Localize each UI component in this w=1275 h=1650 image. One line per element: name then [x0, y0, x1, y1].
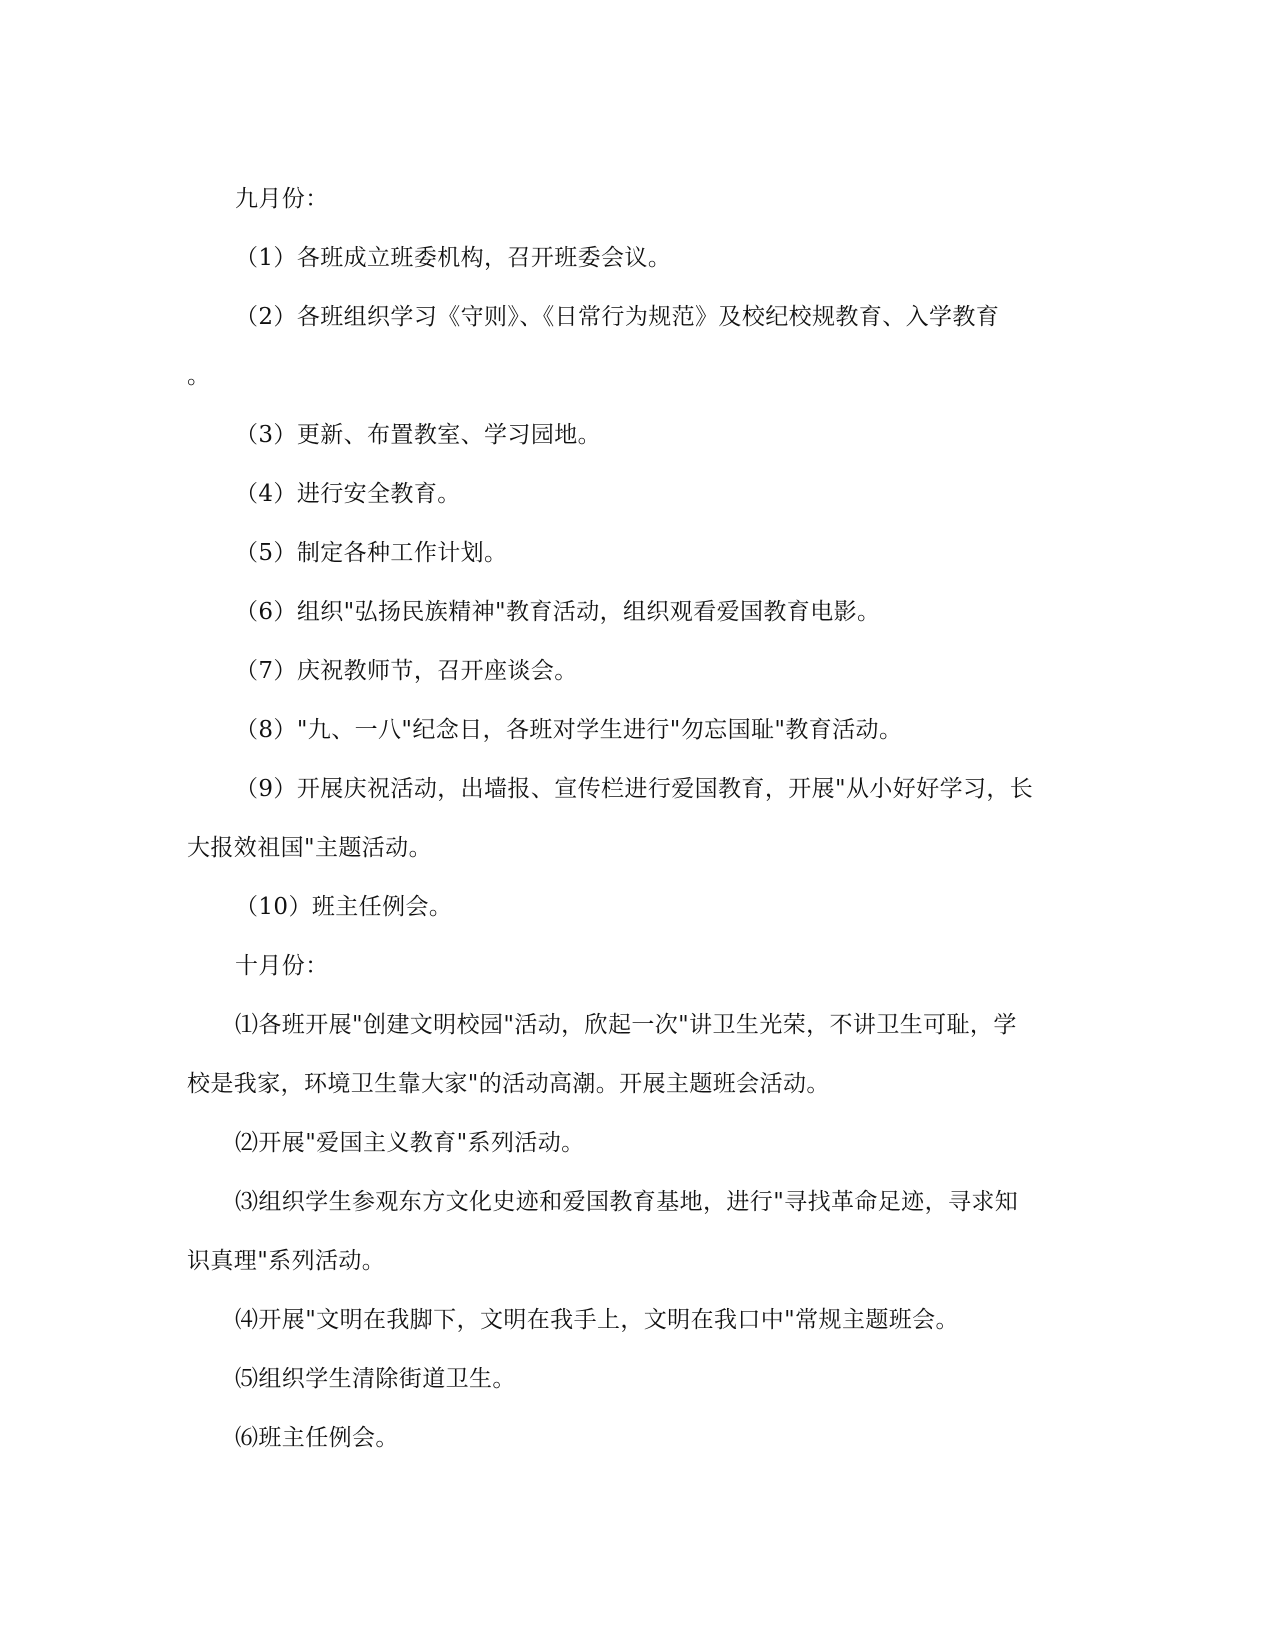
- october-item-6: ⑹班主任例会。: [235, 1425, 399, 1451]
- september-item-2-continuation: 。: [187, 363, 211, 389]
- september-item-2: （2）各班组织学习《守则》、《日常行为规范》及校纪校规教育、入学教育: [235, 304, 1000, 330]
- october-item-1-continuation: 校是我家，环境卫生靠大家"的活动高潮。开展主题班会活动。: [187, 1071, 830, 1097]
- section-heading-october: 十月份：: [235, 953, 329, 979]
- september-item-1: （1）各班成立班委机构，召开班委会议。: [235, 245, 672, 271]
- october-item-3-continuation: 识真理"系列活动。: [187, 1248, 386, 1274]
- october-item-2: ⑵开展"爱国主义教育"系列活动。: [235, 1130, 585, 1156]
- september-item-6: （6）组织"弘扬民族精神"教育活动，组织观看爱国教育电影。: [235, 599, 881, 625]
- september-item-8: （8）"九、一八"纪念日，各班对学生进行"勿忘国耻"教育活动。: [235, 717, 903, 743]
- september-item-5: （5）制定各种工作计划。: [235, 540, 508, 566]
- september-item-3: （3）更新、布置教室、学习园地。: [235, 422, 602, 448]
- october-item-1: ⑴各班开展"创建文明校园"活动，欣起一次"讲卫生光荣，不讲卫生可耻，学: [235, 1012, 1017, 1038]
- september-item-9: （9）开展庆祝活动，出墙报、宣传栏进行爱国教育，开展"从小好好学习，长: [235, 776, 1034, 802]
- section-heading-september: 九月份：: [235, 186, 329, 212]
- october-item-3: ⑶组织学生参观东方文化史迹和爱国教育基地，进行"寻找革命足迹，寻求知: [235, 1189, 1019, 1215]
- october-item-4: ⑷开展"文明在我脚下，文明在我手上，文明在我口中"常规主题班会。: [235, 1307, 959, 1333]
- september-item-9-continuation: 大报效祖国"主题活动。: [187, 835, 432, 861]
- october-item-5: ⑸组织学生清除街道卫生。: [235, 1366, 516, 1392]
- september-item-4: （4）进行安全教育。: [235, 481, 461, 507]
- september-item-10: （10）班主任例会。: [235, 894, 453, 920]
- document-body: [187, 170, 1087, 1468]
- september-item-7: （7）庆祝教师节，召开座谈会。: [235, 658, 578, 684]
